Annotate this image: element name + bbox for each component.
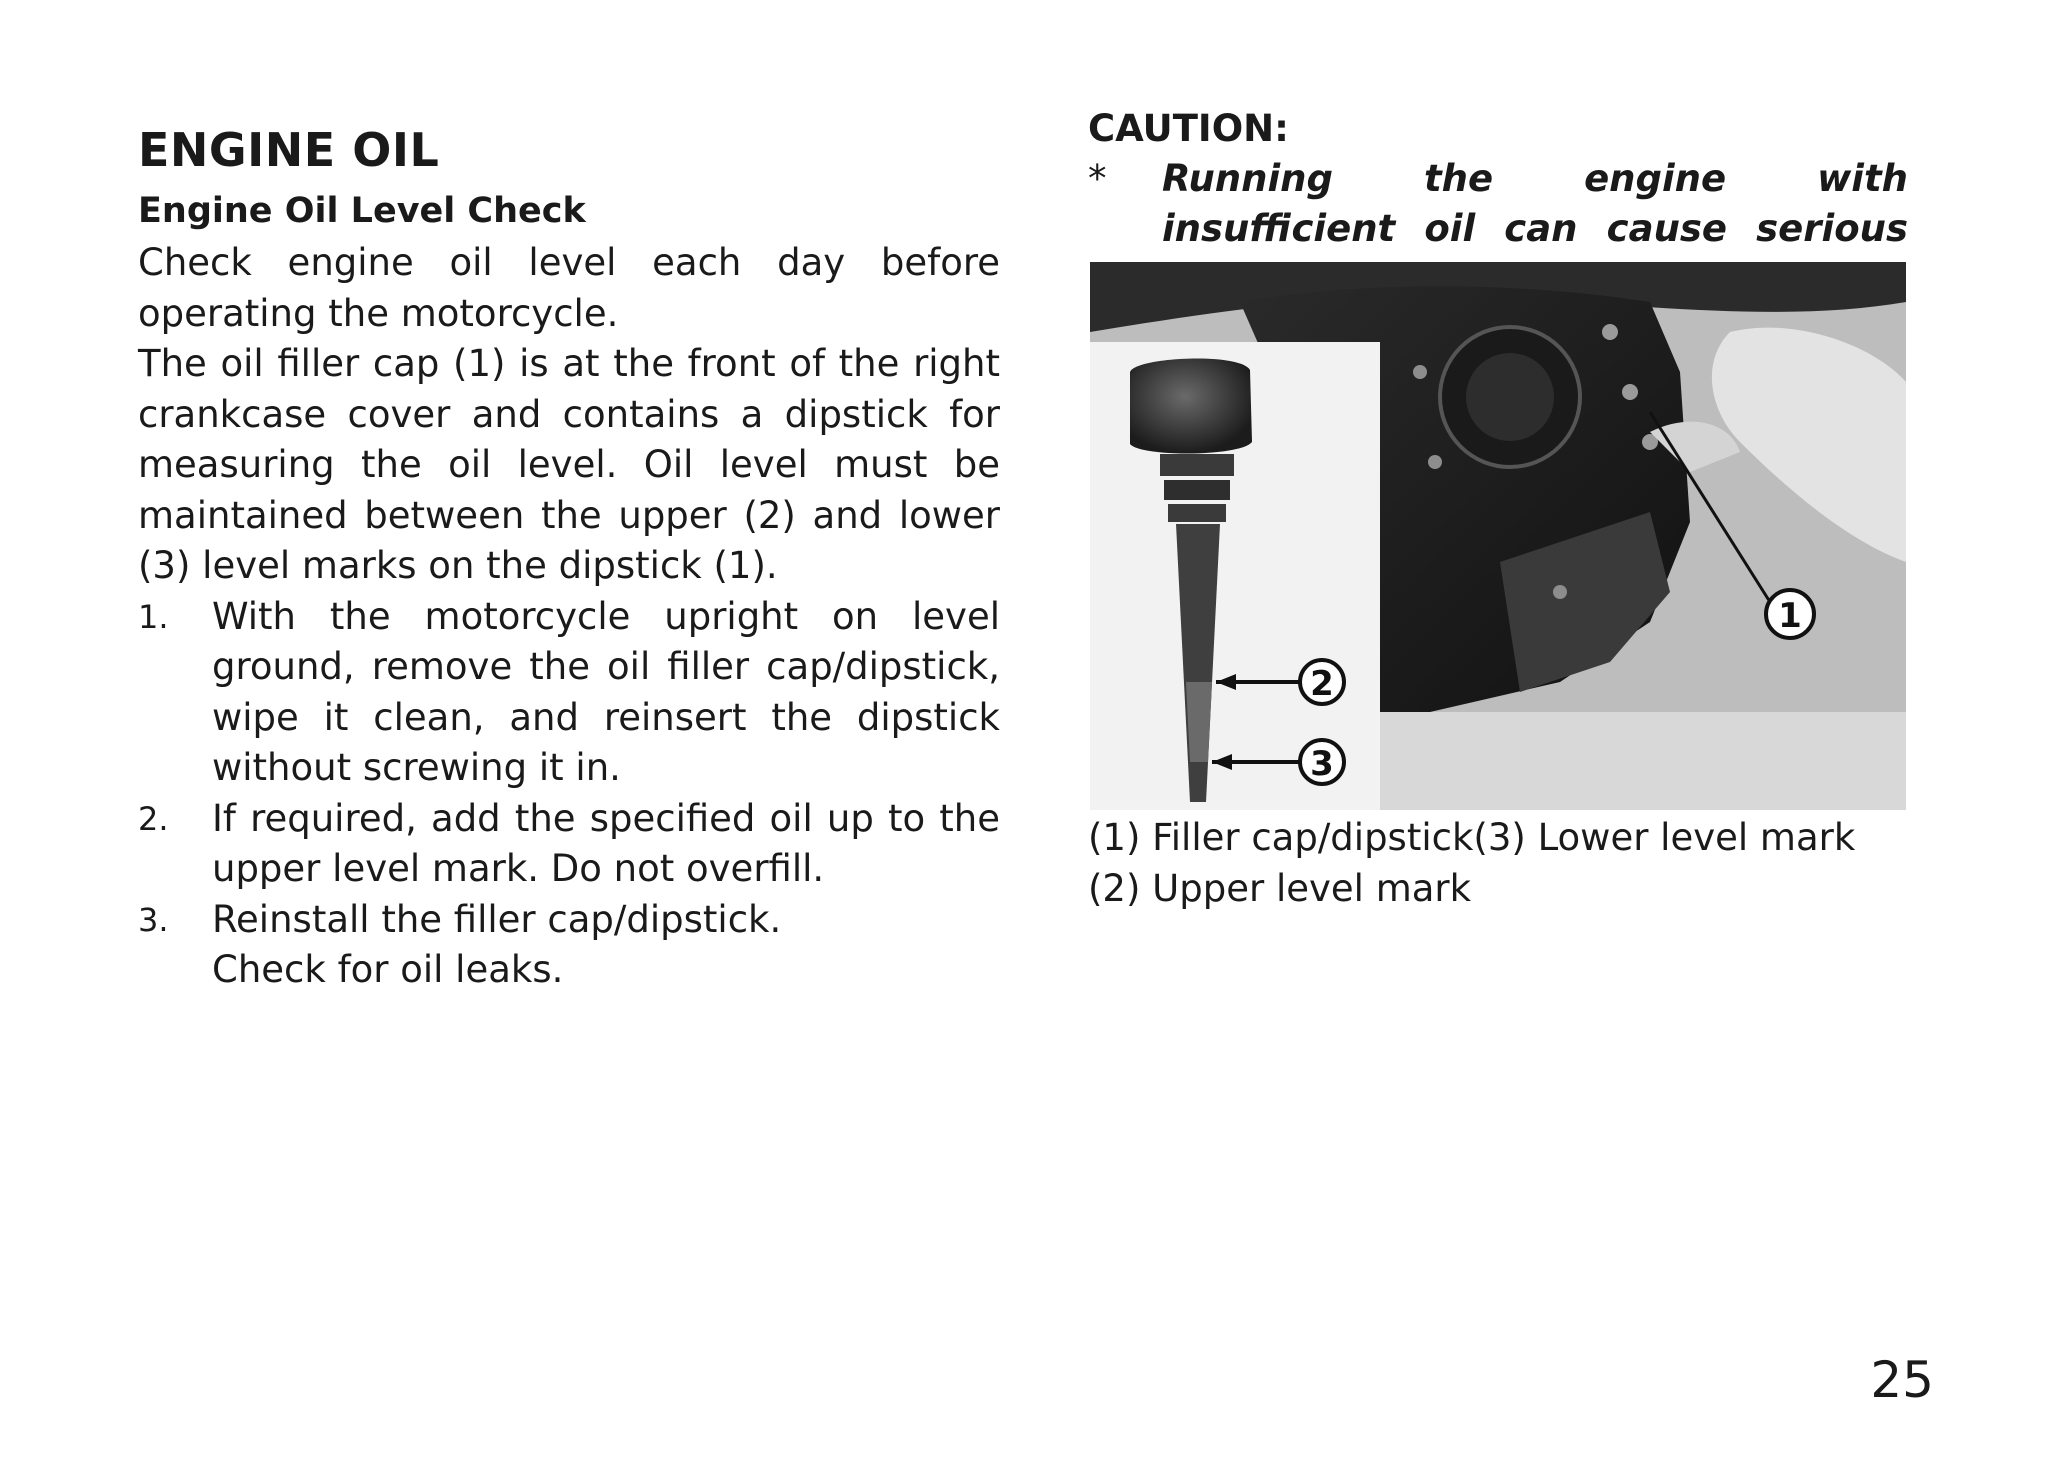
subsection-title: Engine Oil Level Check [138,191,586,231]
section-title: ENGINE OIL [138,123,440,177]
bolt [1622,384,1638,400]
dipstick-thread [1160,454,1234,476]
engine-oil-photo [1090,262,1906,810]
caption-lower-mark: (3) Lower level mark [1473,816,1856,859]
callout-label-2: 2 [1310,664,1334,704]
bolt [1602,324,1618,340]
asterisk-bullet: * [1088,157,1107,200]
step-text: With the motorcycle upright on level ground, remove the oil filler cap/dipstick, wipe it clean, and reinsert the dipstick without screwing it in. [212,594,1000,789]
bolt [1413,365,1427,379]
step-3 [138,895,1000,996]
step-1 [138,592,1000,794]
step-number: 2. [138,799,169,838]
engine-photo-illustration [1090,262,1906,810]
dipstick-thread [1168,504,1226,522]
page-number: 25 [1870,1351,1934,1409]
step-text: Reinstall the filler cap/dipstick. [212,897,782,941]
step-number: 1. [138,597,169,636]
callout-label-3: 3 [1310,744,1334,784]
dipstick-cap [1130,358,1252,453]
figure-captions [1088,812,1948,914]
caption-row-1 [1088,812,1948,863]
caption-filler-cap: (1) Filler cap/dipstick [1088,816,1474,859]
callout-label-1: 1 [1778,596,1802,636]
caution-text: Running the engine with insufficient oil can cause serious [1162,157,1908,250]
bolt [1428,455,1442,469]
dipstick-thread [1164,480,1230,500]
caption-row-2 [1088,863,1948,914]
step-text: If required, add the specified oil up to the upper level mark. Do not overfill. [212,796,1000,890]
procedure-steps [138,592,1000,996]
step-2 [138,794,1000,895]
step-number: 3. [138,900,169,939]
left-column [138,120,1000,996]
step-subtext: Check for oil leaks. [212,948,564,991]
bolt [1553,585,1567,599]
caption-upper-mark: (2) Upper level mark [1088,867,1472,910]
dipstick-level-zone [1186,682,1212,762]
clutch-cover-center [1466,353,1554,441]
caution-title: CAUTION: [1088,107,1289,150]
paragraph-check-daily: Check engine oil level each day before operating the motorcycle. [138,241,1000,335]
paragraph-filler-cap: The oil filler cap (1) is at the front of the right crankcase cover and contains a dipstick for measuring the oil level. Oil level must be maintained between the upper (2) and lower (3) level marks on the dipstick (1). [138,342,1000,587]
